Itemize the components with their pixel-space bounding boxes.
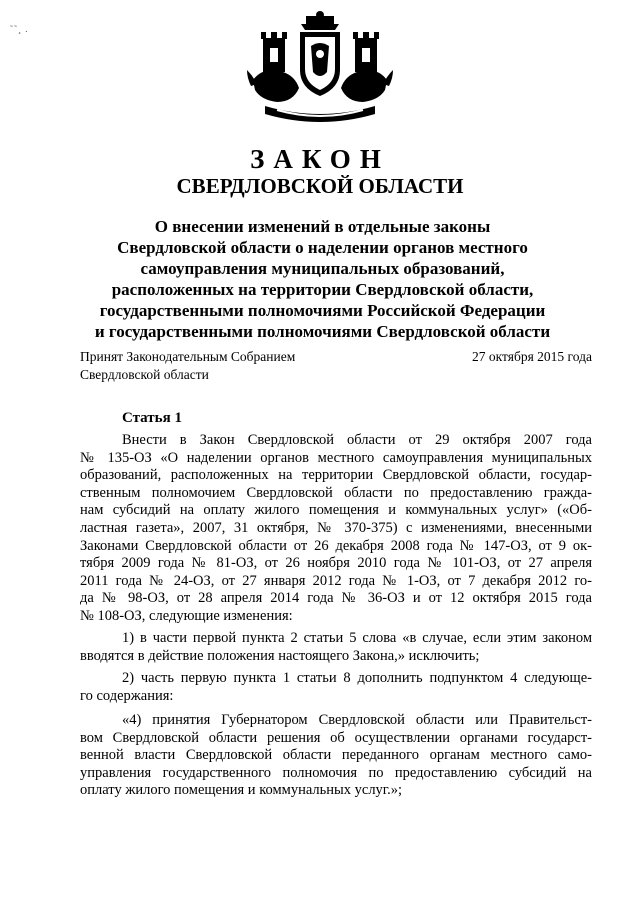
adoption-line: Принят Законодательным Собранием [80, 349, 296, 364]
text-line: да № 98-ОЗ, от 28 апреля 2014 года № 36-ОЗ и от 12 октября 2015 года [80, 590, 592, 607]
coat-of-arms-emblem [243, 10, 397, 134]
text-line: 2011 года № 24-ОЗ, от 27 января 2012 года № 1-ОЗ, от 7 декабря 2012 го- [80, 572, 592, 589]
adoption-note [80, 348, 295, 384]
text-line: го содержания: [80, 687, 174, 704]
region-title: СВЕРДЛОВСКОЙ ОБЛАСТИ [176, 174, 464, 198]
text-line: Внести в Закон Свердловской области от 29 октября 2007 года [122, 432, 592, 448]
subject-line: самоуправления муниципальных образований, [140, 259, 505, 278]
subject-line: и государственными полномочиями Свердловской области [94, 322, 551, 341]
text-line: образований, расположенных на территории Свердловской области, государ- [80, 467, 592, 484]
paragraph-item-2 [80, 670, 592, 705]
text-line: № 135-ОЗ «О наделении органов местного самоуправления муниципальных [80, 449, 592, 466]
text-line: венной власти Свердловской области переданного органам местного само- [80, 747, 592, 764]
law-subject-heading [80, 216, 565, 342]
adoption-line: Свердловской области [80, 367, 209, 382]
paragraph-main [80, 432, 592, 626]
text-line: ластная газета», 2007, 31 октября, № 370-375) с изменениями, внесенными [80, 519, 592, 536]
text-line: вом Свердловской области решения об осуществлении органами государст- [80, 729, 592, 746]
paragraph-quote [80, 712, 592, 800]
corner-marks: ˜˜¸ . [10, 24, 29, 34]
text-line: «4) принятия Губернатором Свердловской области или Правительст- [122, 712, 592, 728]
text-line: тября 2009 года № 81-ОЗ, от 26 ноября 2010 года № 101-ОЗ, от 27 апреля [80, 555, 592, 572]
subject-line: О внесении изменений в отдельные законы [154, 217, 491, 236]
article-heading: Статья 1 [122, 410, 182, 426]
text-line: 2) часть первую пункта 1 статьи 8 дополнить подпунктом 4 следующе- [122, 670, 592, 686]
subject-line: Свердловской области о наделении органов местного [117, 238, 528, 257]
text-line: Законами Свердловской области от 26 декабря 2008 года № 147-ОЗ, от 9 ок- [80, 537, 592, 554]
text-line: ственным полномочием Свердловской области по предоставлению гражда- [80, 484, 592, 501]
text-line: оплату жилого помещения и коммунальных услуг.»; [80, 782, 403, 799]
text-line: № 108-ОЗ, следующие изменения: [80, 607, 293, 624]
text-line: управления государственного полномочия по предоставлению субсидий на [80, 764, 592, 781]
text-line: нам субсидий на оплату жилого помещения и коммунальных услуг» («Об- [80, 502, 592, 519]
text-line: вводятся в действие положения настоящего Закона,» исключить; [80, 647, 480, 664]
document-type-title: ЗАКОН [250, 144, 390, 174]
subject-line: государственными полномочиями Российской Федерации [99, 301, 546, 320]
adoption-date: 27 октября 2015 года [472, 349, 592, 364]
subject-line: расположенных на территории Свердловской области, [111, 280, 534, 299]
paragraph-item-1 [80, 630, 592, 665]
text-line: 1) в части первой пункта 2 статьи 5 слова «в случае, если этим законом [122, 630, 592, 646]
